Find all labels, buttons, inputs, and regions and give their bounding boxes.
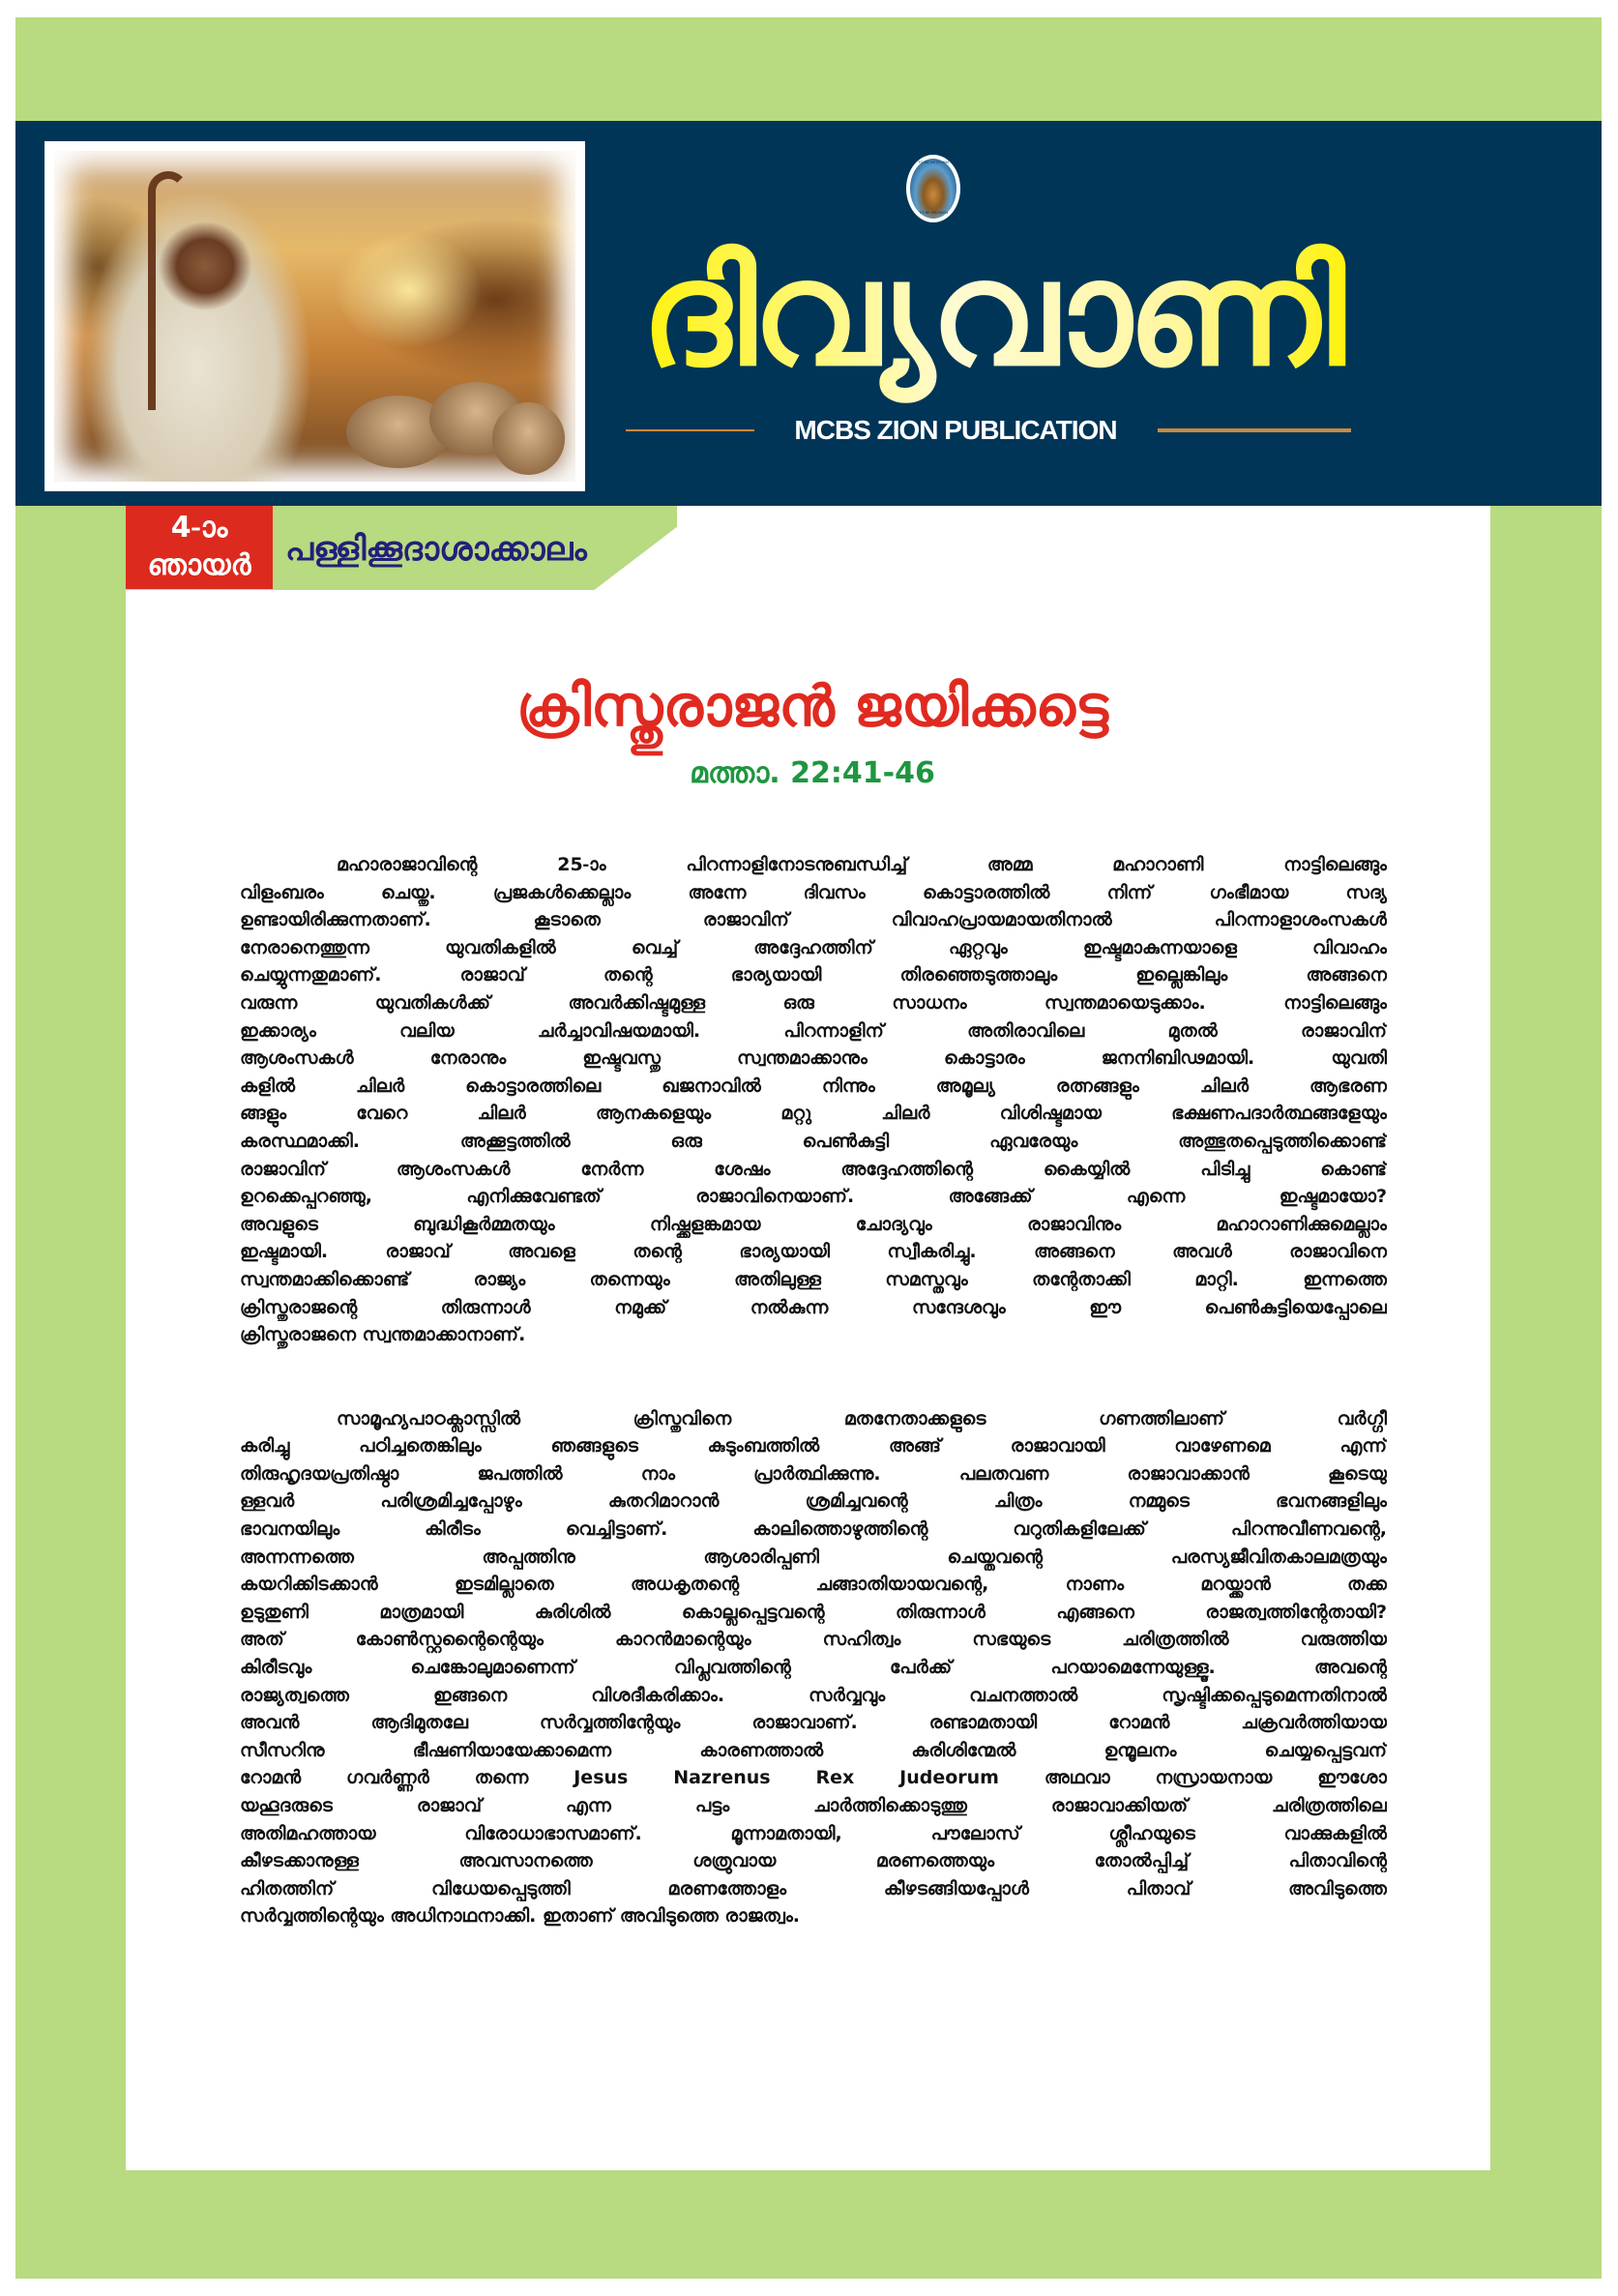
text-line: അന്നന്നത്തെ അപ്പത്തിനു ആശാരിപ്പണി ചെയ്തവന്റെ പരസ്യജീവിതകാലമത്രയും — [240, 1545, 1387, 1568]
text-line: ഉണ്ടായിരിക്കുന്നതാണ്. കൂടാതെ രാജാവിന് വിവാഹപ്രായമായതിനാൽ പിറന്നാളാശംസകൾ — [240, 909, 1387, 931]
publisher-rule-left — [626, 429, 754, 431]
text-line: രാജ്യത്വത്തെ ഇങ്ങനെ വിശദീകരിക്കാം. സർവ്വവും വചനത്താൽ സൃഷ്ടിക്കപ്പെടുമെന്നതിനാൽ — [240, 1684, 1387, 1706]
text-line: കിരീടവും ചെങ്കോലുമാണെന്ന് വിപ്ലവത്തിന്റെ പേർക്ക് പറയാമെന്നേയുള്ളൂ. അവന്റെ — [240, 1657, 1387, 1679]
text-line: ഇക്കാര്യം വലിയ ചർച്ചാവിഷയമായി. പിറന്നാളിന് അതിരാവിലെ മുതൽ രാജാവിന് — [240, 1019, 1387, 1042]
publisher-rule-right — [1158, 428, 1351, 432]
text-line: കളിൽ ചിലർ കൊട്ടാരത്തിലെ ഖജനാവിൽ നിന്നും അമൂല്യ രത്നങ്ങളും ചിലർ ആഭരണ — [240, 1074, 1387, 1097]
text-line: ഹിതത്തിന് വിധേയപ്പെടുത്തി മരണത്തോളം കീഴടങ്ങിയപ്പോൾ പിതാവ് അവിടുത്തെ — [240, 1877, 1387, 1899]
text-line: ഇഷ്ടമായി. രാജാവ് അവളെ തന്റെ ഭാര്യയായി സ്വീകരിച്ചു. അങ്ങനെ അവൾ രാജാവിനെ — [240, 1241, 1387, 1263]
week-badge — [126, 506, 273, 589]
text-line: സീസറിനു ഭീഷണിയായേക്കാമെന്ന കാരണത്താൽ കുരിശിന്മേൽ ഉന്മൂലനം ചെയ്യപ്പെട്ടവന് — [240, 1739, 1387, 1761]
text-line: കീഴടക്കാനുള്ള അവസാനത്തെ ശത്രുവായ മരണത്തെയും തോൽപ്പിച്ച് പിതാവിന്റെ — [240, 1850, 1387, 1872]
text-line: ഉറക്കെപ്പറഞ്ഞു, എനിക്കുവേണ്ടത് രാജാവിനെയാണ്. അങ്ങേക്ക് എന്നെ ഇഷ്ടമായോ? — [240, 1186, 1387, 1208]
publication-title: ദിവ്യവാണി — [619, 218, 1364, 411]
text-line: വരുന്ന യുവതികൾക്ക് അവർക്കിഷ്ടമുള്ള ഒരു സാധനം സ്വന്തമായെടുക്കാം. നാട്ടിലെങ്ങും — [240, 991, 1387, 1014]
text-line: സർവ്വത്തിന്റെയും അധിനാഥനാക്കി. ഇതാണ് അവിടുത്തെ രാജത്വം. — [240, 1905, 800, 1928]
text-line: കയറിക്കിടക്കാൻ ഇടമില്ലാതെ അധകൃതന്റെ ചങ്ങാതിയായവന്റെ, നാണം മറയ്ക്കാൻ തക്ക — [240, 1574, 1387, 1596]
mcbs-emblem-icon — [906, 155, 960, 222]
week-day: ഞായർ — [147, 548, 251, 582]
text-line: കരസ്ഥമാക്കി. അക്കൂട്ടത്തിൽ ഒരു പെൺകുട്ടി ഏവരേയും അത്ഭുതപ്പെടുത്തിക്കൊണ്ട് — [240, 1130, 1387, 1152]
text-line: ഭാവനയിലും കിരീടം വെച്ചിട്ടാണ്. കാലിത്തൊഴുത്തിന്റെ വറുതികളിലേക്ക് പിറന്നുവീണവന്റെ, — [240, 1518, 1387, 1541]
text-line: തിരുഹൃദയപ്രതിഷ്ഠാ ജപത്തിൽ നാം പ്രാർത്ഥിക്കുന്നു. പലതവണ രാജാവാക്കാൻ കൂടെയു — [240, 1462, 1387, 1485]
text-line: രാജാവിന് ആശംസകൾ നേർന്ന ശേഷം അദ്ദേഹത്തിന്റെ കൈയ്യിൽ പിടിച്ചു കൊണ്ട് — [240, 1158, 1387, 1180]
text-line: നേരാനെത്തുന്ന യുവതികളിൽ വെച്ച് അദ്ദേഹത്തിന് ഏറ്റവും ഇഷ്ടമാകുന്നയാളെ വിവാഹം — [240, 936, 1387, 958]
sheep-shape — [492, 402, 565, 475]
scripture-reference: മത്താ. 22:41-46 — [690, 756, 935, 790]
text-line: ഉടുതുണി മാത്രമായി കുരിശിൽ കൊല്ലപ്പെട്ടവന്റെ തിരുന്നാൾ എങ്ങനെ രാജത്വത്തിന്റേതായി? — [240, 1601, 1387, 1623]
liturgical-season: പള്ളിക്കൂദാശാക്കാലം — [285, 530, 587, 569]
text-line: സാമൂഹ്യപാഠക്ലാസ്സിൽ ക്രിസ്തുവിനെ മതനേതാക്കളുടെ ഗണത്തിലാണ് വർഗ്ഗീ — [337, 1407, 1387, 1429]
text-line: റോമൻ ഗവർണ്ണർ തന്നെ Jesus Nazrenus Rex Judeorum അഥവാ നസ്രായനായ ഈശോ — [240, 1767, 1387, 1789]
text-line: ക്രിസ്തുരാജനെ സ്വന്തമാക്കാനാണ്. — [240, 1324, 526, 1346]
text-line: ചെയ്യുന്നതുമാണ്. രാജാവ് തന്റെ ഭാര്യയായി തിരഞ്ഞെടുത്താലും ഇല്ലെങ്കിലും അങ്ങനെ — [240, 964, 1387, 986]
text-line: ങ്ങളും വേറെ ചിലർ ആനകളെയും മറ്റു ചിലർ വിശിഷ്ടമായ ഭക്ഷണപദാർത്ഥങ്ങളേയും — [240, 1103, 1387, 1125]
shepherd-figure-shape — [80, 177, 341, 482]
text-line: മഹാരാജാവിന്റെ 25-ാം പിറന്നാളിനോടനുബന്ധിച്ച് അമ്മ മഹാറാണി നാട്ടിലെങ്ങും — [337, 854, 1387, 875]
article-body — [240, 851, 1387, 1930]
text-line: അവളുടെ ബുദ്ധികൂർമ്മതയും നിഷ്ക്കളങ്കമായ ചോദ്യവും രാജാവിനും മഹാറാണിക്കുമെല്ലാം — [240, 1213, 1387, 1235]
text-line: അവൻ ആദിമുതലേ സർവ്വത്തിന്റേയും രാജാവാണ്. രണ്ടാമതായി റോമൻ ചക്രവർത്തിയായ — [240, 1712, 1387, 1734]
paragraph — [240, 1405, 1387, 1930]
text-line: ആശംസകൾ നേരാനും ഇഷ്ടവസ്തു സ്വന്തമാക്കാനും കൊട്ടാരം ജനനിബിഢമായി. യുവതി — [240, 1047, 1387, 1070]
text-line: ള്ളവർ പരിശ്രമിച്ചപ്പോഴും കുതറിമാറാൻ ശ്രമിച്ചവന്റെ ചിത്രം നമ്മുടെ ഭവനങ്ങളിലും — [240, 1490, 1387, 1513]
publisher-label: MCBS ZION PUBLICATION — [794, 415, 1117, 445]
text-line: അത് കോൺസ്റ്റന്റൈന്റെയും കാറൻമാന്റെയും സഹിത്വം സഭയുടെ ചരിത്രത്തിൽ വരുത്തിയ — [240, 1629, 1387, 1651]
hero-image-frame — [44, 141, 585, 491]
emblem-motto-top: TO BE WITH HIM — [918, 160, 949, 164]
text-line: ക്രിസ്തുരാജന്റെ തിരുന്നാൾ നമുക്ക് നൽകുന്ന സന്ദേശവും ഈ പെൺകുട്ടിയെപ്പോലെ — [240, 1296, 1387, 1318]
week-number: 4-ാം — [170, 511, 228, 545]
paragraph — [240, 851, 1387, 1349]
shepherd-staff-shape — [148, 171, 189, 410]
text-line: കരിച്ചു പഠിച്ചതെങ്കിലും ഞങ്ങളുടെ കുടുംബത്തിൽ അങ്ങ് രാജാവായി വാഴേണമെ എന്ന് — [240, 1435, 1387, 1457]
text-line: വിളംബരം ചെയ്തു. പ്രജകൾക്കെല്ലാം അന്നേ ദിവസം കൊട്ടാരത്തിൽ നിന്ന് ഗംഭീമായ സദ്യ — [240, 881, 1387, 903]
text-line: അതിമഹത്തായ വിരോധാഭാസമാണ്. മൂന്നാമതായി, പൗലോസ് ശ്ലീഹയുടെ വാക്കുകളിൽ — [240, 1822, 1387, 1844]
article-title: ക്രിസ്തുരാജൻ ജയിക്കട്ടെ — [516, 673, 1108, 739]
emblem-motto-bottom: TO BE BROKEN — [919, 210, 948, 215]
text-line: സ്വന്തമാക്കിക്കൊണ്ട് രാജ്യം തന്നെയും അതിലുള്ള സമസ്തവും തന്റേതാക്കി മാറ്റി. ഇന്നത്തെ — [240, 1268, 1387, 1290]
paragraph-spacer — [240, 1349, 1387, 1405]
good-shepherd-image — [54, 151, 575, 482]
text-line: യഹൂദരുടെ രാജാവ് എന്ന പട്ടം ചാർത്തിക്കൊടുത്തു രാജാവാക്കിയത് ചരിത്രത്തിലെ — [240, 1795, 1387, 1816]
